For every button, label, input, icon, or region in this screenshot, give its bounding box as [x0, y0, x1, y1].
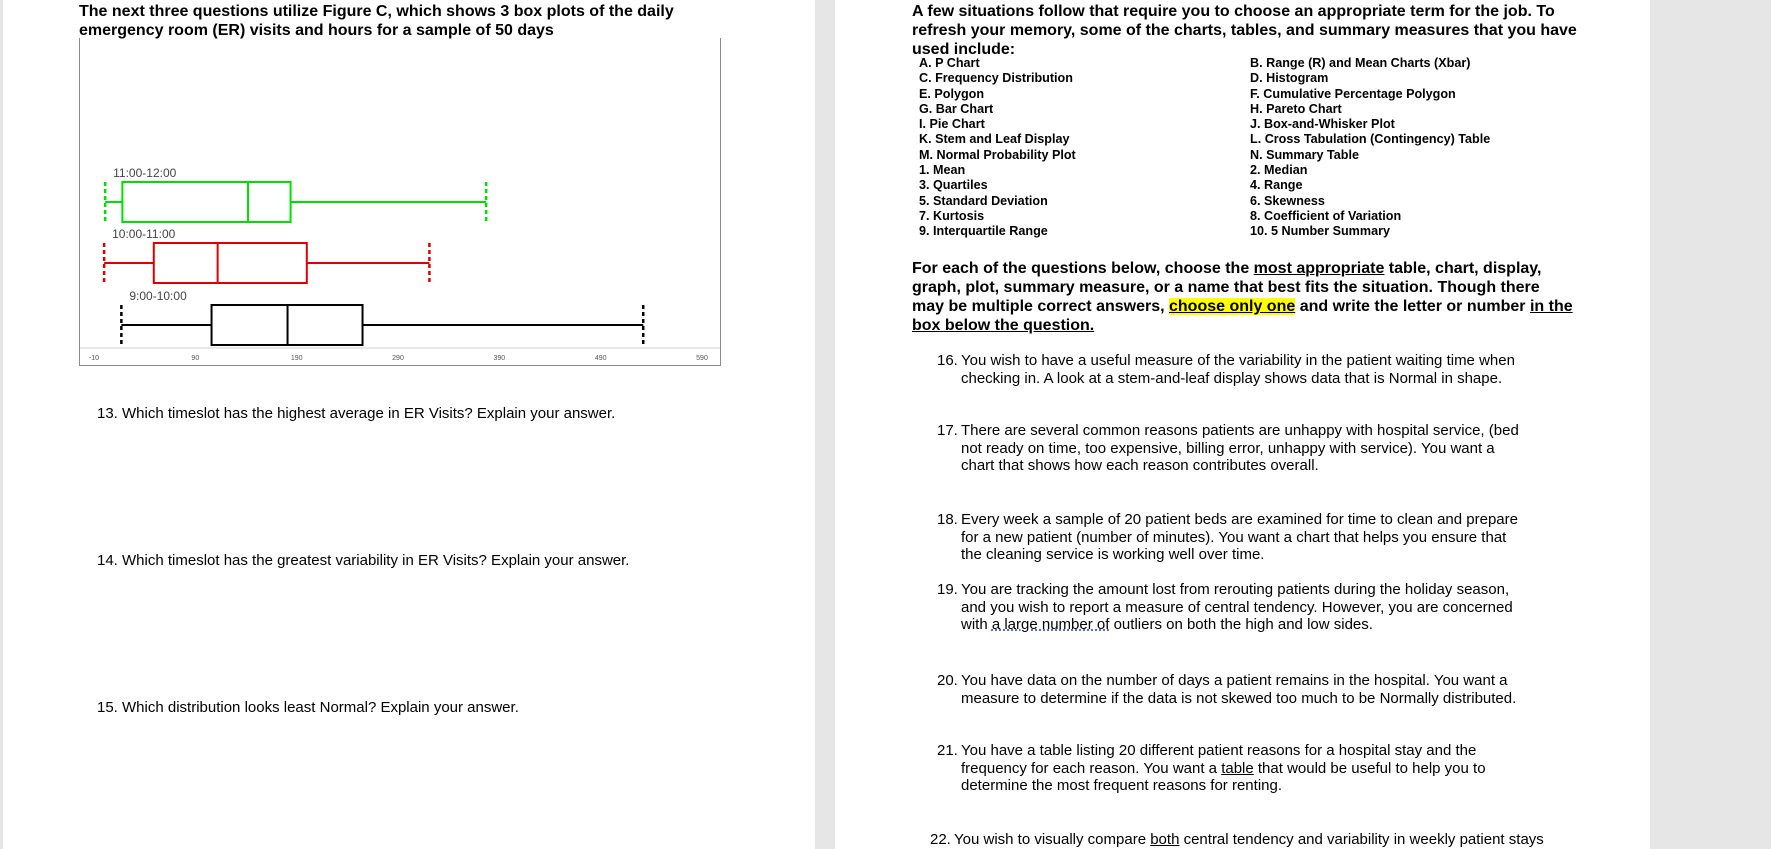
question-text	[954, 831, 1544, 849]
question-line: You have data on the number of days a patient remains in the hospital. You want a	[961, 672, 1508, 689]
x-tick-label: 390	[493, 355, 506, 362]
x-tick-label: 290	[392, 355, 404, 362]
boxplot-svg	[80, 38, 720, 365]
q-text: with	[961, 616, 992, 633]
q-text-underlined: table	[1221, 759, 1254, 777]
instr-emphasis: most appropriate	[1253, 260, 1385, 277]
question-number: 17.	[937, 422, 958, 439]
question-line	[961, 616, 1513, 634]
term-item: 3. Quartiles	[919, 178, 988, 193]
question-text	[961, 672, 1516, 707]
instructions-line	[912, 259, 1573, 278]
terms-intro	[912, 2, 1577, 59]
question-text	[961, 511, 1518, 564]
instr-highlight: choose only one	[1169, 298, 1296, 315]
x-tick-label: 90	[191, 355, 200, 362]
question-line: You have a table listing 20 different patient reasons for a hospital stay and the	[961, 742, 1477, 759]
q-text: outliers on both the high and low sides.	[1109, 616, 1373, 633]
question-line: You are tracking the amount lost from rerouting patients during the holiday season,	[961, 581, 1510, 598]
instr-text: may be multiple correct answers,	[912, 298, 1169, 315]
term-item: B. Range (R) and Mean Charts (Xbar)	[1250, 56, 1471, 70]
question-number: 21.	[937, 742, 958, 759]
question-line: not ready on time, too expensive, billing error, unhappy with service). You want a	[961, 439, 1495, 457]
question-line: for a new patient (number of minutes). You want a chart that helps you ensure that	[961, 528, 1507, 546]
term-item: E. Polygon	[919, 86, 985, 101]
question-line: determine the most frequent reasons for renting.	[961, 777, 1283, 794]
terms-intro-line: used include:	[912, 41, 1016, 58]
term-item: I. Pie Chart	[919, 117, 985, 132]
term-item: M. Normal Probability Plot	[919, 147, 1076, 162]
q-text-underlined: both	[1150, 831, 1180, 848]
q-text: that would be useful to help you to	[1253, 759, 1486, 777]
term-item: 6. Skewness	[1250, 193, 1325, 208]
question-text	[961, 581, 1513, 634]
term-item: C. Frequency Distribution	[919, 71, 1073, 86]
question-number: 19.	[937, 581, 958, 598]
term-item: 2. Median	[1250, 163, 1308, 178]
question-line: You wish to have a useful measure of the variability in the patient waiting time when	[961, 352, 1515, 369]
term-item: G. Bar Chart	[919, 101, 994, 116]
term-item: 4. Range	[1250, 178, 1303, 193]
question-number: 18.	[937, 511, 958, 528]
x-tick-label: -10	[88, 355, 100, 362]
figure-intro-line: The next three questions utilize Figure C, which shows 3 box plots of the daily	[79, 3, 674, 20]
figure-intro-line: emergency room (ER) visits and hours for a sample of 50 days	[79, 22, 554, 39]
box-iqr	[122, 182, 290, 222]
instr-emphasis: in the	[1529, 298, 1573, 315]
question-15: 15. Which distribution looks least Normal? Explain your answer.	[97, 699, 519, 716]
x-tick-label: 590	[696, 355, 708, 362]
question-number: 16.	[937, 352, 958, 369]
q-text: You wish to visually compare	[954, 831, 1151, 848]
instr-text: For each of the questions below, choose the	[912, 260, 1254, 277]
instr-text: table, chart, display,	[1384, 260, 1542, 277]
term-item: 8. Coefficient of Variation	[1250, 208, 1402, 223]
question-14: 14. Which timeslot has the greatest variability in ER Visits? Explain your answer.	[97, 552, 630, 569]
question-13: 13. Which timeslot has the highest average in ER Visits? Explain your answer.	[97, 405, 616, 422]
term-item: H. Pareto Chart	[1250, 101, 1342, 116]
question-text	[961, 742, 1486, 795]
instructions	[912, 259, 1573, 335]
term-item: 1. Mean	[919, 163, 966, 178]
series-label: 9:00-10:00	[129, 289, 187, 303]
term-item: 7. Kurtosis	[919, 208, 985, 223]
term-item: 5. Standard Deviation	[919, 193, 1048, 208]
box-iqr	[154, 243, 307, 283]
q-text: frequency for each reason. You want a	[961, 759, 1222, 777]
instructions-line: box below the question.	[912, 317, 1095, 334]
term-item: K. Stem and Leaf Display	[919, 132, 1070, 147]
question-line: measure to determine if the data is not skewed too much to be Normally distributed.	[961, 689, 1517, 707]
instr-text: and write the letter or number	[1295, 298, 1530, 315]
question-line: There are several common reasons patients are unhappy with hospital service, (bed	[961, 422, 1519, 439]
question-number: 20.	[937, 672, 958, 689]
instructions-line: graph, plot, summary measure, or a name that best fits the situation. Though there	[912, 279, 1540, 296]
question-text	[961, 352, 1515, 387]
term-item: J. Box-and-Whisker Plot	[1250, 117, 1395, 132]
terms-intro-line: A few situations follow that require you to choose an appropriate term for the job. To	[912, 3, 1555, 20]
term-item: 9. Interquartile Range	[919, 224, 1048, 239]
term-item: F. Cumulative Percentage Polygon	[1250, 86, 1456, 101]
figure-intro	[79, 2, 674, 40]
question-line: and you wish to report a measure of central tendency. However, you are concerned	[961, 598, 1513, 616]
term-item: N. Summary Table	[1250, 147, 1359, 162]
instructions-line	[912, 297, 1573, 316]
series-label: 11:00-12:00	[113, 166, 177, 180]
question-line: checking in. A look at a stem-and-leaf display shows data that is Normal in shape.	[961, 369, 1503, 387]
question-line: the cleaning service is working well over time.	[961, 546, 1265, 563]
term-item: A. P Chart	[919, 56, 980, 70]
terms-list-left	[919, 56, 1076, 240]
question-number: 22.	[930, 831, 951, 848]
question-line	[954, 831, 1544, 849]
term-item: L. Cross Tabulation (Contingency) Table	[1250, 132, 1491, 147]
question-line: chart that shows how each reason contributes overall.	[961, 457, 1319, 474]
question-line: Every week a sample of 20 patient beds are examined for time to clean and prepare	[961, 511, 1518, 528]
figure-c-chart	[79, 38, 721, 366]
term-item: D. Histogram	[1250, 71, 1329, 86]
x-tick-label: 490	[594, 355, 607, 362]
right-page	[835, 0, 1650, 849]
terms-list-right	[1250, 56, 1490, 240]
left-page	[3, 0, 815, 849]
series-label: 10:00-11:00	[112, 227, 176, 241]
q-text-marked: a large number of	[991, 616, 1110, 633]
question-line	[961, 760, 1486, 778]
q-text: central tendency and variability in weekly patient stays	[1179, 831, 1544, 848]
term-item: 10. 5 Number Summary	[1250, 224, 1390, 239]
terms-intro-line: refresh your memory, some of the charts, tables, and summary measures that you have	[912, 22, 1577, 39]
x-tick-label: 190	[290, 355, 303, 362]
question-text	[961, 422, 1519, 475]
